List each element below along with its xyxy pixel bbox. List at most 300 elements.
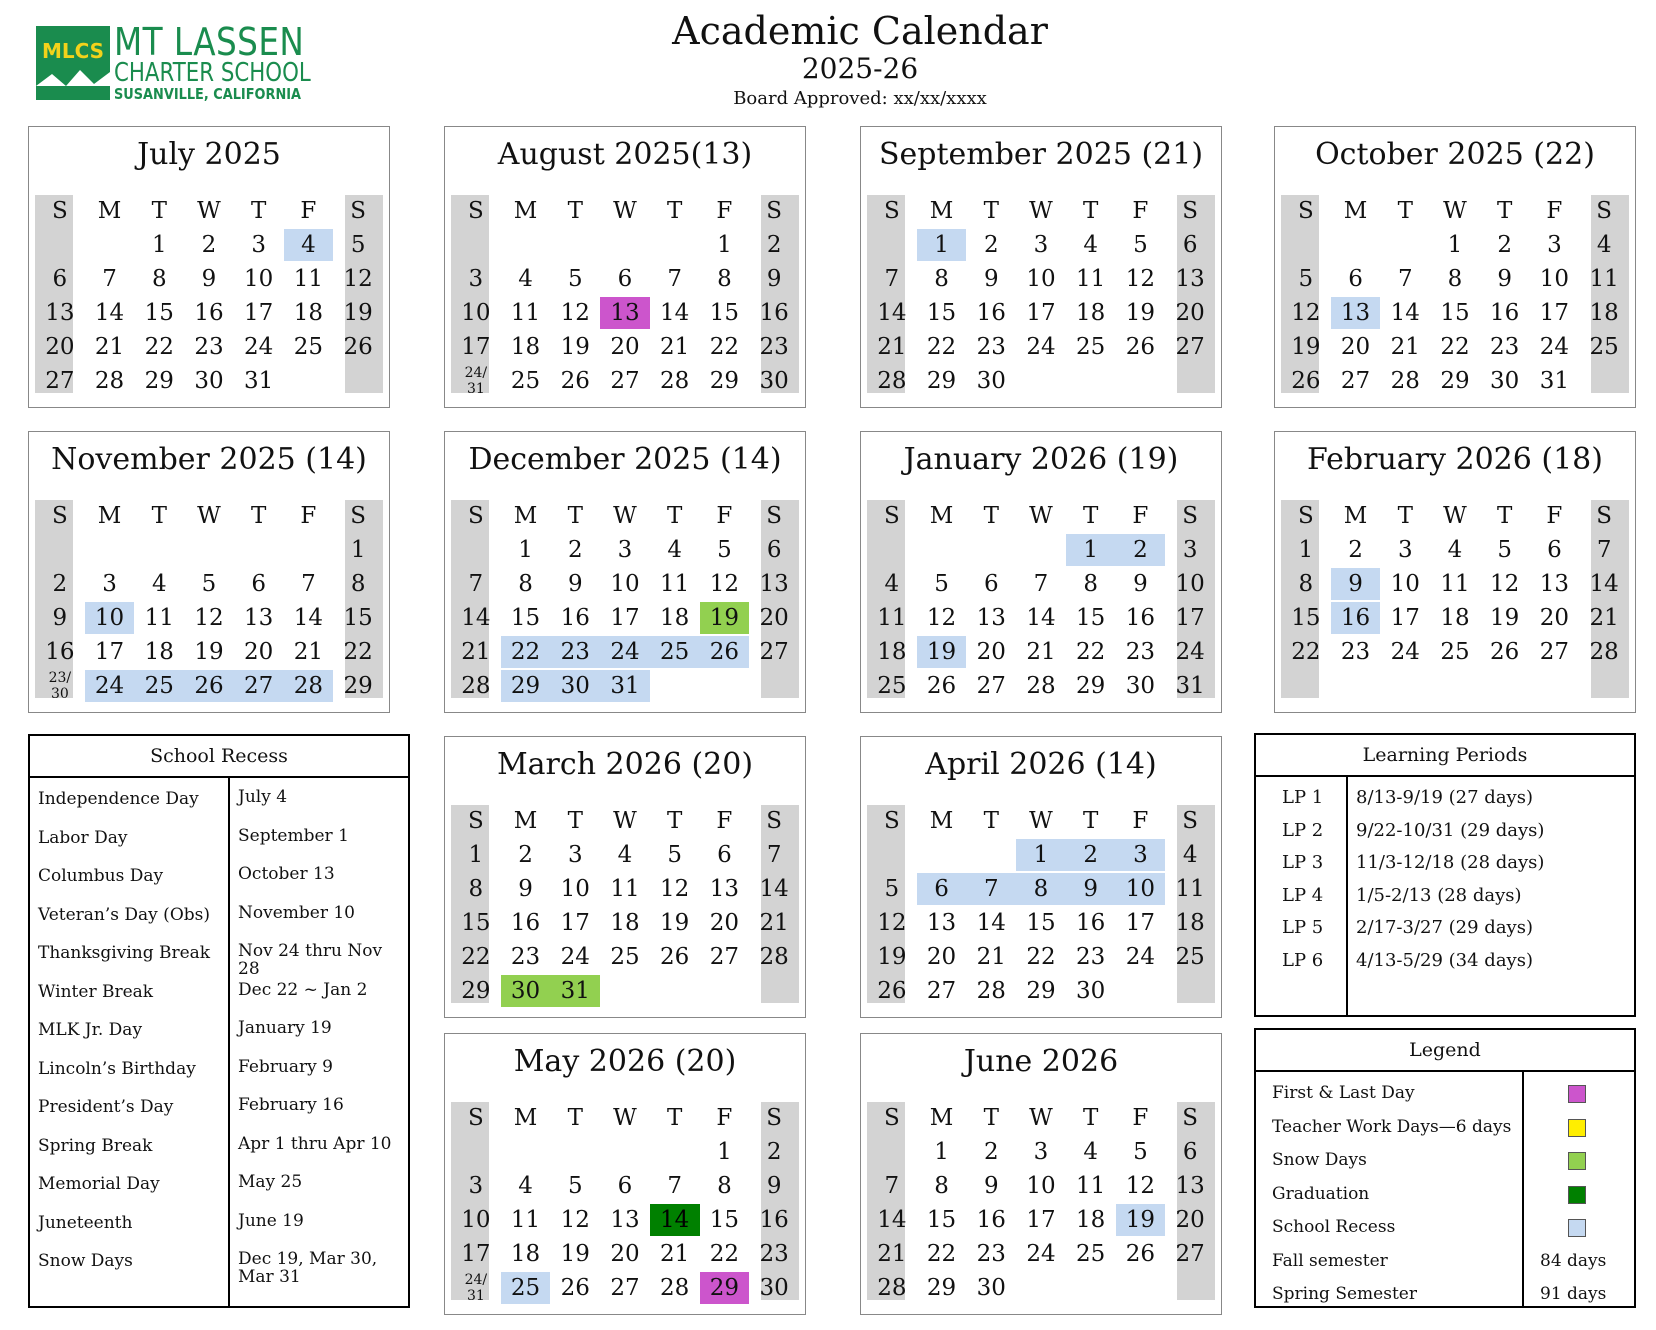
calendar-day: 14 — [650, 1204, 700, 1236]
calendar-day: 18 — [293, 300, 324, 326]
calendar-day: 3 — [102, 571, 117, 597]
calendar-day: 20 — [610, 334, 640, 360]
calendar-day: 30 — [501, 975, 551, 1007]
calendar-day: 25 — [1440, 639, 1470, 665]
calendar-day: 19 — [1490, 605, 1520, 631]
calendar-day: 4 — [518, 1173, 533, 1199]
calendar-day: 27 — [1175, 1241, 1205, 1267]
weekday-header: W — [613, 1105, 637, 1131]
calendar-day: 28 — [284, 670, 334, 702]
weekday-header: S — [766, 1105, 783, 1131]
recess-name: Thanksgiving Break — [38, 943, 211, 963]
calendar-day: 7 — [468, 571, 484, 597]
calendar-day: 13 — [709, 876, 740, 902]
calendar-day: 20 — [1340, 334, 1371, 360]
calendar-day: 23 — [1076, 944, 1106, 970]
recess-divider — [228, 776, 230, 1306]
calendar-day: 8 — [151, 266, 167, 292]
calendar-day: 1 — [1016, 839, 1066, 871]
calendar-day: 24 — [1539, 334, 1570, 360]
calendar-day: 26 — [560, 368, 590, 394]
weekday-header: S — [1182, 1105, 1199, 1131]
calendar-day: 20 — [926, 944, 957, 970]
lp-range: 4/13-5/29 (34 days) — [1356, 949, 1533, 971]
weekday-header: S — [350, 198, 367, 224]
lp-range: 1/5-2/13 (28 days) — [1356, 884, 1522, 906]
calendar-day: 29 — [1076, 673, 1106, 699]
weekday-header: S — [467, 198, 484, 224]
calendar-day: 25 — [610, 944, 640, 970]
calendar-day: 26 — [343, 334, 373, 360]
calendar-day: 19 — [1291, 334, 1321, 360]
calendar-day: 16 — [194, 300, 224, 326]
calendar-day: 5 — [934, 571, 949, 597]
recess-date: Dec 19, Mar 30, Mar 31 — [238, 1249, 378, 1287]
calendar-day: 10 — [1390, 571, 1420, 597]
calendar-day: 2 — [766, 1139, 782, 1165]
calendar-day: 12 — [709, 571, 740, 597]
recess-name: Labor Day — [38, 827, 128, 848]
legend-label: Fall semester — [1272, 1250, 1388, 1271]
calendar-day: 28 — [94, 368, 125, 394]
weekday-header: S — [350, 503, 367, 529]
calendar-day: 8 — [468, 876, 484, 902]
recess-name: Spring Break — [38, 1135, 153, 1156]
calendar-day: 9 — [1497, 266, 1513, 292]
page-title: Academic Calendar — [672, 9, 1048, 53]
calendar-day: 12 — [194, 605, 224, 631]
calendar-day: 1 — [717, 1139, 732, 1165]
calendar-day: 1 — [1298, 537, 1314, 563]
calendar-day: 15 — [926, 300, 957, 326]
calendar-day: 30 — [550, 670, 600, 702]
calendar-day: 11 — [1440, 571, 1470, 597]
calendar-day: 30 — [1490, 368, 1520, 394]
calendar-day: 4 — [1447, 537, 1463, 563]
calendar-day: 13 — [600, 297, 650, 329]
legend-label: Graduation — [1272, 1183, 1370, 1204]
calendar-day: 1 — [717, 232, 732, 258]
weekday-header: T — [1397, 198, 1413, 224]
recess-date: February 9 — [238, 1056, 333, 1077]
weekday-header: T — [983, 1105, 999, 1131]
calendar-day: 14 — [1589, 571, 1619, 597]
calendar-day: 12 — [1291, 300, 1321, 326]
calendar-day: 17 — [461, 334, 491, 360]
calendar-day: 15 — [510, 605, 541, 631]
calendar-day: 16 — [976, 1207, 1006, 1233]
weekday-header: M — [513, 1105, 538, 1131]
recess-date: June 19 — [238, 1210, 304, 1231]
board-approved: Board Approved: xx/xx/xxxx — [733, 88, 987, 109]
calendar-day: 28 — [976, 978, 1006, 1004]
calendar-day: 4 — [1596, 232, 1612, 258]
calendar-day: 16 — [759, 1207, 789, 1233]
legend-swatch — [1568, 1119, 1586, 1137]
calendar-day: 13 — [976, 605, 1006, 631]
recess-date: Dec 22 ~ Jan 2 — [238, 979, 368, 1000]
calendar-day: 3 — [1547, 232, 1562, 258]
month-9 — [860, 736, 1222, 1018]
calendar-day: 20 — [709, 910, 740, 936]
calendar-day: 17 — [1175, 605, 1205, 631]
calendar-day: 26 — [926, 673, 957, 699]
calendar-day: 20 — [1175, 1207, 1205, 1233]
calendar-day: 25 — [877, 673, 907, 699]
calendar-day: 5 — [567, 266, 583, 292]
calendar-day: 10 — [560, 876, 590, 902]
calendar-day: 22 — [709, 1241, 740, 1267]
calendar-day: 16 — [976, 300, 1006, 326]
calendar-day: 23 — [1340, 639, 1371, 665]
calendar-day: 12 — [660, 876, 690, 902]
calendar-day: 27 — [45, 368, 75, 394]
calendar-day: 7 — [667, 266, 683, 292]
calendar-day: 5 — [667, 842, 683, 868]
calendar-day: 10 — [1026, 1173, 1056, 1199]
calendar-day: 9 — [52, 605, 68, 631]
weekday-header: S — [1182, 808, 1199, 834]
calendar-day: 10 — [1539, 266, 1570, 292]
calendar-day: 20 — [1539, 605, 1570, 631]
legend-swatch — [1568, 1085, 1586, 1103]
month-title: September 2025 (21) — [878, 137, 1204, 172]
calendar-day: 8 — [717, 1173, 732, 1199]
calendar-day: 27 — [759, 639, 789, 665]
weekday-header: T — [667, 1105, 683, 1131]
calendar-day: 12 — [926, 605, 957, 631]
calendar-day: 22 — [1026, 944, 1056, 970]
calendar-day: 26 — [1125, 334, 1156, 360]
calendar-day: 3 — [468, 266, 484, 292]
calendar-day: 15 — [926, 1207, 957, 1233]
weekday-header: T — [251, 198, 267, 224]
school-recess-title: School Recess — [30, 736, 408, 778]
weekday-header: T — [1497, 198, 1513, 224]
calendar-day: 22 — [343, 639, 373, 665]
day-number: 31 — [466, 381, 485, 397]
weekday-header: W — [197, 198, 221, 224]
calendar-day: 22 — [1076, 639, 1106, 665]
calendar-day: 13 — [1175, 266, 1205, 292]
calendar-day: 1 — [151, 232, 167, 258]
calendar-day: 3 — [1033, 1139, 1049, 1165]
calendar-day: 29 — [926, 368, 957, 394]
calendar-day: 13 — [1539, 571, 1570, 597]
calendar-day: 6 — [617, 1173, 633, 1199]
calendar-day: 23 — [550, 636, 600, 668]
calendar-day: 15 — [709, 300, 740, 326]
calendar-day: 17 — [1026, 300, 1056, 326]
month-7 — [1274, 431, 1636, 713]
recess-name: Memorial Day — [38, 1174, 160, 1194]
recess-date: November 10 — [238, 902, 355, 923]
calendar-day — [35, 670, 85, 702]
calendar-day: 16 — [560, 605, 590, 631]
calendar-day: 19 — [560, 1241, 590, 1267]
calendar-day: 8 — [518, 571, 533, 597]
calendar-day: 4 — [1182, 842, 1198, 868]
month-4 — [28, 431, 390, 713]
calendar-day: 2 — [1066, 839, 1116, 871]
calendar-day: 10 — [1175, 571, 1205, 597]
weekday-header: F — [716, 808, 733, 834]
calendar-day: 30 — [194, 368, 224, 394]
calendar-day: 15 — [343, 605, 373, 631]
calendar-day: 24 — [1026, 334, 1056, 360]
school-year: 2025-26 — [801, 52, 919, 85]
calendar-day: 18 — [610, 910, 640, 936]
calendar-day: 23 — [976, 1241, 1006, 1267]
calendar-day: 19 — [700, 602, 750, 634]
day-number: 23/ — [48, 670, 72, 686]
month-2 — [860, 126, 1222, 408]
calendar-day: 10 — [1116, 873, 1166, 905]
calendar-day: 18 — [1076, 1207, 1106, 1233]
calendar-day: 16 — [1076, 910, 1106, 936]
calendar-day: 26 — [560, 1275, 590, 1301]
calendar-day: 14 — [660, 300, 690, 326]
calendar-day: 27 — [1539, 639, 1570, 665]
calendar-day: 17 — [244, 300, 274, 326]
month-title: May 2026 (20) — [513, 1044, 737, 1079]
weekday-header: S — [883, 1105, 900, 1131]
calendar-day: 12 — [1125, 266, 1156, 292]
calendar-day: 28 — [660, 1275, 690, 1301]
calendar-day: 14 — [1390, 300, 1420, 326]
calendar-day: 27 — [709, 944, 740, 970]
calendar-day: 31 — [1175, 673, 1205, 699]
weekday-header: M — [97, 503, 122, 529]
calendar-day: 3 — [567, 842, 583, 868]
calendar-day: 17 — [461, 1241, 491, 1267]
calendar-day: 26 — [1291, 368, 1321, 394]
month-title: February 2026 (18) — [1307, 442, 1603, 477]
weekday-header: T — [667, 198, 683, 224]
month-title: April 2026 (14) — [925, 747, 1157, 782]
lp-range: 11/3-12/18 (28 days) — [1356, 852, 1545, 873]
legend-value: 91 days — [1540, 1284, 1607, 1304]
calendar-day: 28 — [877, 1275, 907, 1301]
calendar-day: 20 — [244, 639, 274, 665]
lp-label: LP 5 — [1282, 917, 1324, 938]
calendar-day: 9 — [983, 1173, 999, 1199]
calendar-day: 2 — [567, 537, 583, 563]
calendar-day: 21 — [1390, 334, 1420, 360]
calendar-day: 1 — [1447, 232, 1463, 258]
weekday-header: M — [929, 198, 954, 224]
calendar-day: 1 — [934, 1139, 949, 1165]
calendar-day: 2 — [766, 232, 782, 258]
weekday-header: W — [1029, 808, 1053, 834]
calendar-day: 3 — [1033, 232, 1049, 258]
calendar-day: 28 — [1390, 368, 1420, 394]
calendar-day: 14 — [1026, 605, 1056, 631]
calendar-day: 25 — [1076, 334, 1106, 360]
calendar-day: 25 — [501, 1272, 551, 1304]
calendar-day: 11 — [510, 300, 541, 326]
recess-name: Juneteenth — [38, 1212, 133, 1233]
calendar-day: 4 — [667, 537, 683, 563]
calendar-day: 19 — [1116, 1204, 1166, 1236]
calendar-day: 19 — [194, 639, 224, 665]
calendar-day: 15 — [1440, 300, 1470, 326]
calendar-day: 10 — [461, 300, 491, 326]
weekday-header: F — [1132, 808, 1149, 834]
calendar-day: 13 — [45, 300, 75, 326]
calendar-day — [451, 1272, 501, 1304]
learning-periods-table — [1254, 733, 1636, 1017]
recess-name: Independence Day — [38, 789, 199, 809]
weekday-header: S — [1182, 503, 1199, 529]
calendar-day: 29 — [709, 368, 740, 394]
weekday-header: T — [983, 503, 999, 529]
weekday-header: W — [1443, 503, 1467, 529]
weekday-header: S — [1596, 503, 1613, 529]
calendar-day: 23 — [1125, 639, 1156, 665]
calendar-day: 6 — [251, 571, 267, 597]
weekday-header: F — [1132, 1105, 1149, 1131]
weekday-header: W — [613, 808, 637, 834]
calendar-day: 5 — [567, 1173, 583, 1199]
weekday-header: W — [1029, 1105, 1053, 1131]
month-1 — [444, 126, 806, 408]
weekday-header: T — [1083, 198, 1099, 224]
calendar-day: 21 — [94, 334, 125, 360]
calendar-day: 22 — [501, 636, 551, 668]
calendar-day: 4 — [518, 266, 533, 292]
legend-value: 84 days — [1540, 1250, 1607, 1271]
weekday-header: S — [883, 198, 900, 224]
calendar-day: 2 — [1348, 537, 1363, 563]
month-6 — [860, 431, 1222, 713]
calendar-day: 30 — [976, 368, 1006, 394]
calendar-day: 24 — [1125, 944, 1156, 970]
recess-name: Columbus Day — [38, 866, 164, 886]
calendar-day: 29 — [1440, 368, 1470, 394]
legend-label: Teacher Work Days—6 days — [1272, 1116, 1512, 1137]
month-title: June 2026 — [963, 1044, 1119, 1079]
weekday-header: W — [613, 503, 637, 529]
calendar-day: 23 — [759, 1241, 789, 1267]
calendar-day: 29 — [343, 673, 373, 699]
calendar-day: 31 — [244, 368, 274, 394]
weekday-header: S — [1182, 198, 1199, 224]
calendar-day: 3 — [1397, 537, 1413, 563]
weekday-header: F — [300, 503, 317, 529]
calendar-day: 23 — [194, 334, 224, 360]
recess-date: January 19 — [238, 1018, 332, 1038]
calendar-day: 19 — [877, 944, 907, 970]
calendar-day: 11 — [1076, 266, 1106, 292]
weekday-header: S — [766, 503, 783, 529]
calendar-day: 3 — [1116, 839, 1166, 871]
weekday-header: T — [567, 1105, 583, 1131]
calendar-day: 24 — [85, 670, 135, 702]
calendar-day: 17 — [610, 605, 640, 631]
calendar-day: 12 — [560, 1207, 590, 1233]
calendar-day: 9 — [201, 266, 217, 292]
weekday-header: T — [1497, 503, 1513, 529]
logo-location: SUSANVILLE, CALIFORNIA — [114, 85, 302, 103]
calendar-day: 2 — [201, 232, 217, 258]
month-title: December 2025 (14) — [468, 442, 782, 477]
recess-date: October 13 — [238, 864, 335, 884]
calendar-day: 4 — [1083, 232, 1099, 258]
calendar-day: 6 — [983, 571, 999, 597]
calendar-day: 19 — [560, 334, 590, 360]
legend-label: Snow Days — [1272, 1150, 1367, 1170]
calendar-day: 24 — [560, 944, 590, 970]
calendar-day: 6 — [1547, 537, 1562, 563]
calendar-day: 7 — [766, 842, 782, 868]
calendar-day: 30 — [1076, 978, 1106, 1004]
calendar-day: 25 — [650, 636, 700, 668]
calendar-day: 18 — [877, 639, 907, 665]
weekday-header: T — [151, 503, 167, 529]
calendar-day: 30 — [759, 368, 789, 394]
calendar-day: 7 — [1596, 537, 1612, 563]
calendar-day: 3 — [1182, 537, 1198, 563]
calendar-day: 16 — [1331, 602, 1381, 634]
calendar-day: 29 — [1026, 978, 1056, 1004]
calendar-day: 7 — [966, 873, 1016, 905]
calendar-day: 25 — [134, 670, 184, 702]
calendar-day — [451, 365, 501, 397]
weekday-header: M — [513, 198, 538, 224]
weekday-header: S — [766, 198, 783, 224]
calendar-day: 8 — [717, 266, 732, 292]
weekday-header: W — [197, 503, 221, 529]
weekday-header: S — [467, 1105, 484, 1131]
calendar-day: 3 — [251, 232, 267, 258]
calendar-day: 13 — [759, 571, 789, 597]
weekday-header: W — [1443, 198, 1467, 224]
month-title: August 2025(13) — [497, 137, 753, 172]
weekday-header: S — [1297, 503, 1314, 529]
calendar-day: 27 — [1340, 368, 1371, 394]
legend-title: Legend — [1256, 1030, 1634, 1072]
calendar-day: 27 — [976, 673, 1006, 699]
calendar-day: 11 — [877, 605, 907, 631]
calendar-day: 11 — [1076, 1173, 1106, 1199]
calendar-day: 14 — [94, 300, 125, 326]
calendar-day: 5 — [201, 571, 217, 597]
calendar-day: 8 — [350, 571, 366, 597]
month-11 — [860, 1033, 1222, 1315]
calendar-day: 14 — [461, 605, 491, 631]
calendar-day: 29 — [144, 368, 174, 394]
calendar-day: 25 — [293, 334, 324, 360]
calendar-day: 11 — [510, 1207, 541, 1233]
recess-name: MLK Jr. Day — [38, 1020, 143, 1040]
calendar-day: 31 — [1539, 368, 1570, 394]
lp-divider — [1346, 775, 1348, 1015]
weekday-header: F — [716, 1105, 733, 1131]
calendar-day: 29 — [926, 1275, 957, 1301]
calendar-day: 25 — [1175, 944, 1205, 970]
calendar-day: 17 — [560, 910, 590, 936]
lp-label: LP 4 — [1282, 884, 1324, 906]
calendar-day: 19 — [917, 636, 967, 668]
calendar-day: 8 — [1298, 571, 1314, 597]
calendar-day: 4 — [1083, 1139, 1099, 1165]
calendar-day: 23 — [510, 944, 541, 970]
calendar-day: 20 — [45, 334, 75, 360]
month-3 — [1274, 126, 1636, 408]
recess-name: Lincoln’s Birthday — [38, 1058, 196, 1079]
calendar-day: 3 — [468, 1173, 484, 1199]
